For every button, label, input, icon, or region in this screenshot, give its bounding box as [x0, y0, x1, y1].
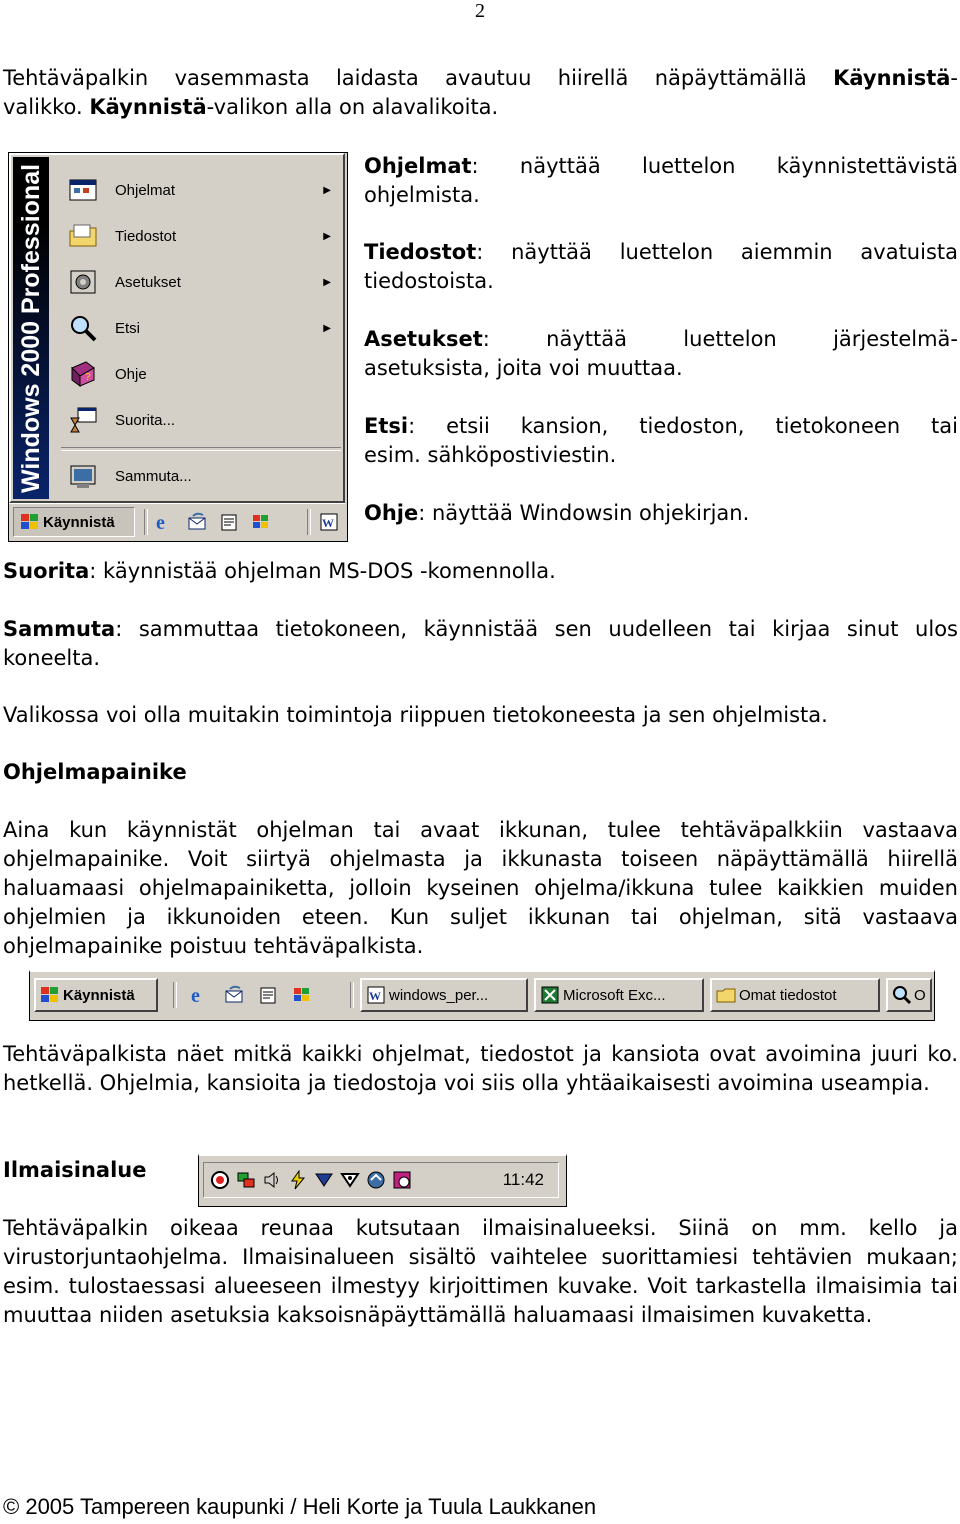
system-tray	[203, 1162, 559, 1198]
page-number: 2	[475, 0, 485, 22]
taskbar-button-my-documents[interactable]	[710, 978, 880, 1012]
taskbar-button-label: O	[914, 986, 926, 1004]
start-menu-banner	[13, 157, 49, 499]
submenu-arrow-icon: ▶	[323, 322, 331, 334]
start-button[interactable]	[13, 507, 135, 537]
start-menu	[9, 153, 345, 503]
ohjelmapainike-paragraph: Aina kun käynnistät ohjelman tai avaat ikkunan, tulee tehtäväpalkkiin vastaava ohjelmapainike. Voit siirtyä ohjelmasta ja ikkunasta toiseen näpäyttämällä hiirellä haluamaasi ohjelmapainiketta, jolloin kyseinen ohjelma/ikkuna tulee kaikkien muiden ohjelmien ja ikkunoiden eteen. Kun suljet ikkunan tai ohjelman, sitä vastaava ohjelmapainike poistuu tehtäväpalkista.	[3, 818, 958, 958]
menu-item-label: Asetukset	[115, 273, 181, 291]
intro-text-1: Tehtäväpalkin vasemmasta laidasta avautuu hiirellä näpäyttämällä	[3, 66, 834, 90]
svg-text:e: e	[156, 512, 165, 532]
intro-bold-1: Käynnistä	[833, 66, 951, 90]
settings-icon	[65, 266, 101, 298]
term-ohjelmat: Ohjelmat	[364, 154, 472, 178]
menu-item-tiedostot[interactable]	[61, 213, 341, 259]
term-tiedostot: Tiedostot	[364, 240, 477, 264]
documents-icon	[65, 220, 101, 252]
excel-icon	[540, 985, 560, 1005]
svg-text:W: W	[369, 989, 381, 1003]
heading-ohjelmapainike: Ohjelmapainike	[3, 760, 187, 784]
antivirus-icon[interactable]	[210, 1170, 230, 1190]
taskbar-screenshot	[29, 970, 935, 1021]
start-menu-screenshot	[8, 152, 348, 542]
notepad-icon[interactable]	[258, 985, 278, 1005]
desc-sammuta	[3, 615, 958, 673]
copyright-symbol: ©	[3, 1494, 20, 1519]
intro-line-1	[3, 64, 958, 93]
desc-asetukset	[364, 325, 958, 383]
desc-etsi-line2: esim. sähköpostiviestin.	[364, 443, 617, 467]
quicklaunch-separator-2	[307, 509, 311, 535]
virus-scan-icon[interactable]	[340, 1170, 360, 1190]
intro-text-3: valikko.	[3, 95, 90, 119]
windows-update-icon[interactable]	[292, 985, 312, 1005]
taskbar-button-word[interactable]	[360, 978, 528, 1012]
download-icon[interactable]	[314, 1170, 334, 1190]
intro-text-2: -	[950, 66, 958, 90]
svg-text:W: W	[322, 516, 334, 530]
windows-2000-banner-graphic	[13, 157, 49, 499]
desc-ohjelmat	[364, 152, 958, 210]
word-document-icon[interactable]	[319, 512, 339, 532]
desc-tiedostot-line1: : näyttää luettelon aiemmin avatuista	[476, 240, 958, 264]
taskbar-button-excel[interactable]	[534, 978, 704, 1012]
heading-ilmaisinalue: Ilmaisinalue	[3, 1158, 147, 1182]
update-icon[interactable]	[366, 1170, 386, 1190]
desc-tiedostot	[364, 238, 958, 296]
desc-suorita-text: : käynnistää ohjelman MS-DOS -komennolla.	[89, 559, 556, 583]
windows-update-icon[interactable]	[251, 512, 271, 532]
desc-asetukset-line1: : näyttää luettelon järjestelmä-	[482, 327, 958, 351]
intro-paragraph	[3, 64, 958, 122]
term-suorita: Suorita	[3, 559, 90, 583]
tehtavapalkista-paragraph: Tehtäväpalkista näet mitkä kaikki ohjelmat, tiedostot ja kansiota ovat avoimina juuri ko. hetkellä. Ohjelmia, kansioita ja tiedostoja voi siis olla yhtäaikaisesti avoimina useampia.	[3, 1042, 958, 1095]
svg-text:?: ?	[85, 372, 91, 383]
valikossa-paragraph: Valikossa voi olla muitakin toimintoja riippuen tietokoneesta ja sen ohjelmista.	[3, 703, 828, 727]
help-icon	[65, 358, 101, 390]
shutdown-icon	[65, 460, 101, 492]
search-icon	[65, 312, 101, 344]
taskbar-button-label: windows_per...	[389, 986, 489, 1004]
menu-item-sammuta[interactable]	[61, 453, 341, 499]
menu-item-label: Suorita...	[115, 411, 176, 429]
word-document-icon	[366, 985, 386, 1005]
submenu-arrow-icon: ▶	[323, 230, 331, 242]
intro-bold-2: Käynnistä	[89, 95, 207, 119]
tray-clock[interactable]: 11:42	[502, 1170, 544, 1189]
taskbar-button-label: Omat tiedostot	[739, 986, 837, 1004]
windows-logo-icon	[40, 985, 60, 1005]
system-tray-screenshot	[198, 1154, 567, 1207]
menu-item-etsi[interactable]	[61, 305, 341, 351]
desc-sammuta-text: : sammuttaa tietokoneen, käynnistää sen uudelleen tai kirjaa sinut ulos koneelta.	[3, 617, 958, 670]
internet-explorer-icon[interactable]	[190, 985, 210, 1005]
run-icon	[65, 404, 101, 436]
intro-line-2	[3, 93, 958, 122]
term-ohje: Ohje	[364, 501, 419, 525]
term-etsi: Etsi	[364, 414, 409, 438]
term-sammuta: Sammuta	[3, 617, 116, 641]
menu-item-suorita[interactable]	[61, 397, 341, 443]
intro-text-4: -valikon alla on alavalikoita.	[206, 95, 499, 119]
desc-ohje-line1: : näyttää Windowsin ohjekirjan.	[418, 501, 750, 525]
taskbar-start-label: Käynnistä	[63, 986, 135, 1004]
menu-item-label: Tiedostot	[115, 227, 177, 245]
desc-asetukset-line2: asetuksista, joita voi muuttaa.	[364, 356, 683, 380]
menu-item-label: Ohjelmat	[115, 181, 176, 199]
menu-separator	[61, 447, 341, 451]
term-asetukset: Asetukset	[364, 327, 483, 351]
taskbar-start-button[interactable]	[34, 978, 158, 1012]
ilmaisinalue-paragraph: Tehtäväpalkin oikeaa reunaa kutsutaan ilmaisinalueeksi. Siinä on mm. kello ja virustorjuntaohjelma. Ilmaisinalueen sisältö vaihtelee suorittamiesi tehtävien mukaan; esim. tulostaessasi alueeseen ilmestyy kirjoittimen kuvake. Voit tarkastella ilmaisimia tai muuttaa niiden asetuksia kaksoisnäpäyttämällä haluamaasi ilmaisimen kuvaketta.	[3, 1216, 958, 1327]
start-menu-taskbar	[9, 503, 345, 540]
desc-ohje	[364, 499, 958, 528]
quicklaunch-separator	[144, 509, 148, 535]
menu-item-label: Ohje	[115, 365, 147, 383]
programs-icon	[65, 174, 101, 206]
footer	[3, 1494, 596, 1520]
power-icon[interactable]	[288, 1170, 308, 1190]
desc-ohjelmat-line1: : näyttää luettelon käynnistettävistä	[471, 154, 958, 178]
scheduler-icon[interactable]	[392, 1170, 412, 1190]
submenu-arrow-icon: ▶	[323, 184, 331, 196]
desc-ohjelmat-line2: ohjelmista.	[364, 183, 480, 207]
menu-item-ohjelmat[interactable]	[61, 167, 341, 213]
menu-item-ohje[interactable]	[61, 351, 341, 397]
footer-text: 2005 Tampereen kaupunki / Heli Korte ja Tuula Laukkanen	[19, 1494, 597, 1519]
desc-etsi	[364, 412, 958, 470]
windows-logo-icon	[20, 512, 40, 532]
taskbar-separator	[173, 982, 177, 1008]
search-icon	[892, 985, 912, 1005]
taskbar-button-search[interactable]	[886, 978, 932, 1012]
outlook-express-icon[interactable]	[187, 512, 207, 532]
folder-icon	[716, 985, 736, 1005]
menu-item-label: Etsi	[115, 319, 141, 337]
network-icon[interactable]	[236, 1170, 256, 1190]
volume-icon[interactable]	[262, 1170, 282, 1190]
desc-etsi-line1: : etsii kansion, tiedoston, tietokoneen tai	[408, 414, 958, 438]
taskbar-quick-launch	[190, 985, 312, 1005]
start-menu-banner-text: Windows 2000 Professional	[17, 163, 45, 493]
tray-icons	[210, 1170, 412, 1190]
taskbar-button-label: Microsoft Exc...	[563, 986, 666, 1004]
desc-suorita	[3, 557, 958, 586]
notepad-icon[interactable]	[219, 512, 239, 532]
internet-explorer-icon[interactable]	[155, 512, 175, 532]
outlook-express-icon[interactable]	[224, 985, 244, 1005]
svg-text:e: e	[191, 985, 200, 1005]
taskbar-separator-2	[350, 982, 354, 1008]
desc-tiedostot-line2: tiedostoista.	[364, 269, 494, 293]
menu-item-asetukset[interactable]	[61, 259, 341, 305]
quick-launch	[155, 512, 271, 532]
submenu-arrow-icon: ▶	[323, 276, 331, 288]
start-button-label: Käynnistä	[43, 513, 115, 531]
menu-item-label: Sammuta...	[115, 467, 192, 485]
